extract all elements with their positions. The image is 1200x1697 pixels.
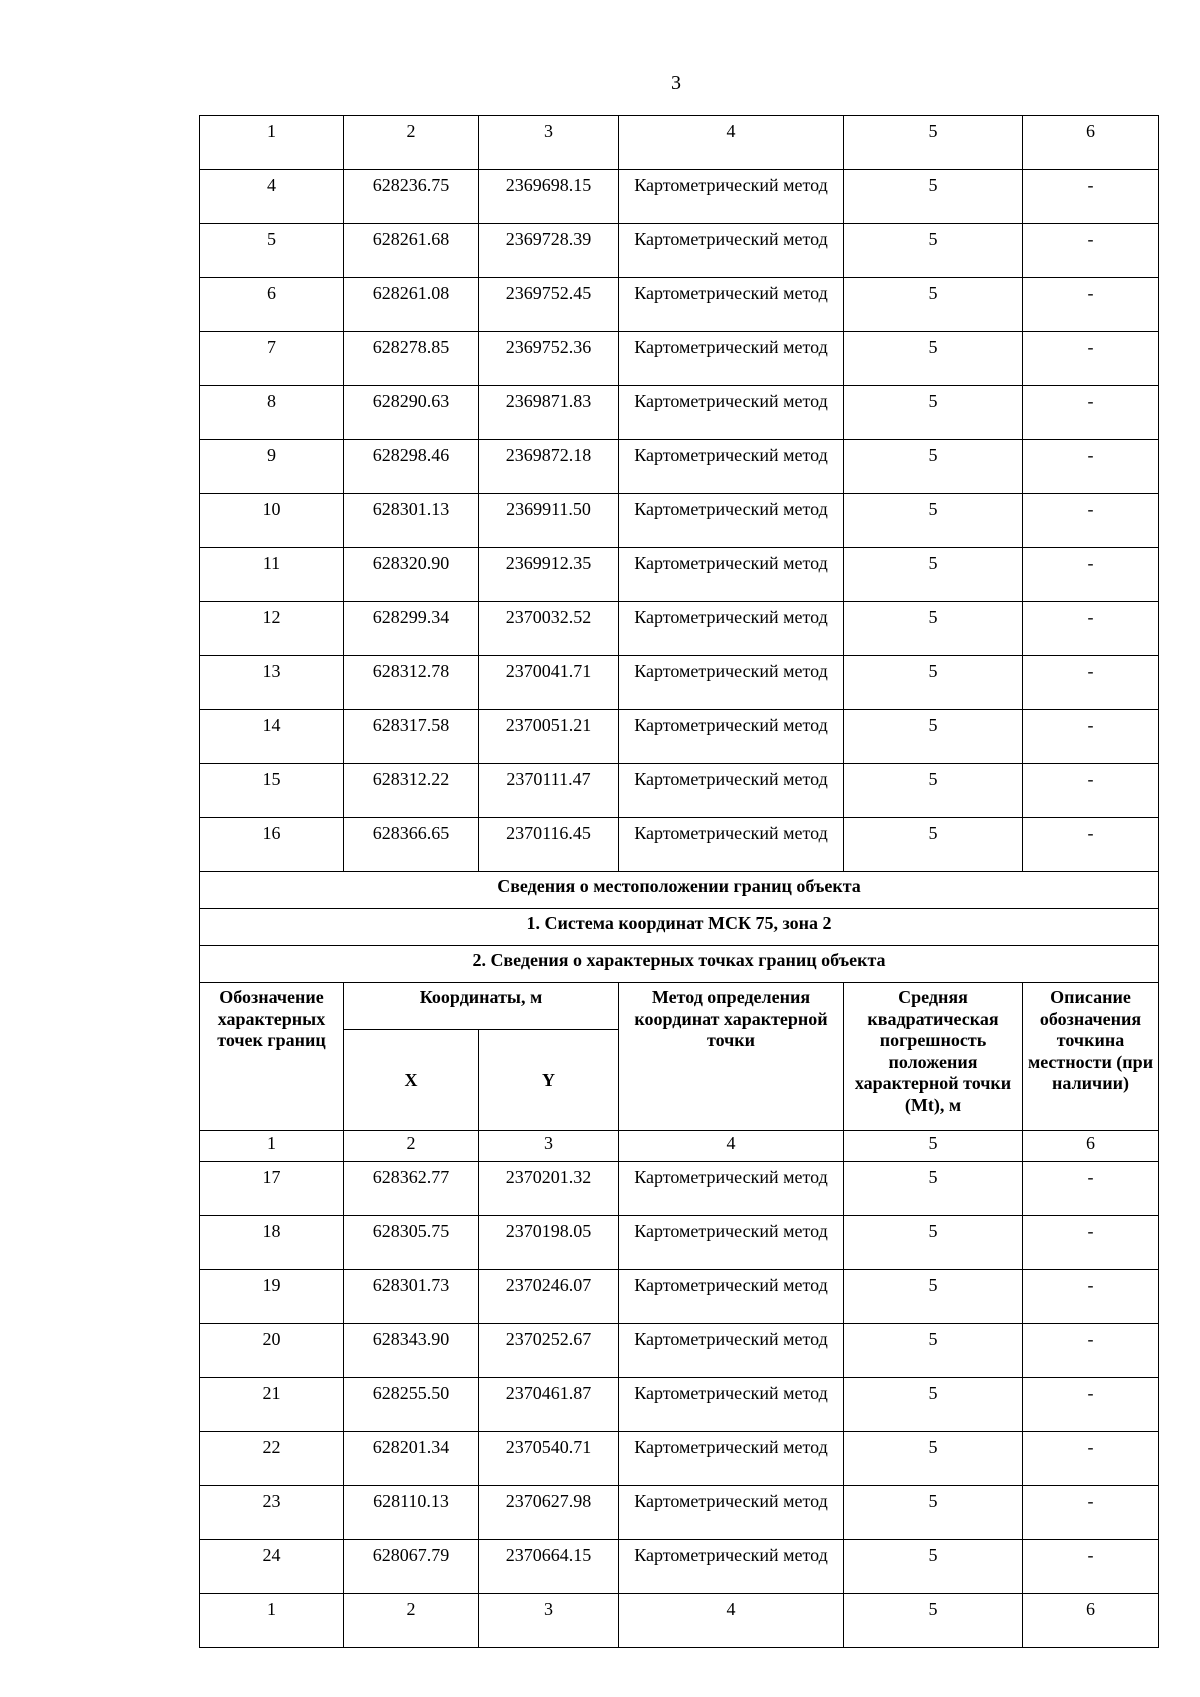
column-number: 1 [200, 1594, 344, 1648]
method-cell: Картометрический метод [619, 440, 844, 494]
table-row [200, 1486, 1159, 1540]
x-cell: 628298.46 [344, 440, 479, 494]
table-row [200, 602, 1159, 656]
x-cell: 628301.13 [344, 494, 479, 548]
accuracy-cell: 5 [844, 710, 1023, 764]
coordinate-system-title: 1. Система координат МСК 75, зона 2 [200, 909, 1159, 946]
point-cell: 18 [200, 1216, 344, 1270]
x-cell: 628110.13 [344, 1486, 479, 1540]
column-number: 5 [844, 116, 1023, 170]
description-cell: - [1023, 386, 1159, 440]
table-row [200, 170, 1159, 224]
column-number: 6 [1023, 1594, 1159, 1648]
x-cell: 628236.75 [344, 170, 479, 224]
method-cell: Картометрический метод [619, 1162, 844, 1216]
table-row [200, 1378, 1159, 1432]
point-cell: 24 [200, 1540, 344, 1594]
table-row [200, 548, 1159, 602]
header-point: Обозначение характерных точек границ [200, 983, 344, 1131]
y-cell: 2369698.15 [479, 170, 619, 224]
x-cell: 628366.65 [344, 818, 479, 872]
y-cell: 2370540.71 [479, 1432, 619, 1486]
point-cell: 17 [200, 1162, 344, 1216]
table-row [200, 710, 1159, 764]
point-cell: 20 [200, 1324, 344, 1378]
accuracy-cell: 5 [844, 1162, 1023, 1216]
y-cell: 2370627.98 [479, 1486, 619, 1540]
accuracy-cell: 5 [844, 602, 1023, 656]
method-cell: Картометрический метод [619, 1324, 844, 1378]
points-section-row [200, 946, 1159, 983]
y-cell: 2369912.35 [479, 548, 619, 602]
point-cell: 15 [200, 764, 344, 818]
column-number: 3 [479, 1594, 619, 1648]
table-row [200, 764, 1159, 818]
y-cell: 2369911.50 [479, 494, 619, 548]
method-cell: Картометрический метод [619, 1378, 844, 1432]
accuracy-cell: 5 [844, 224, 1023, 278]
column-number: 6 [1023, 1131, 1159, 1162]
description-cell: - [1023, 1432, 1159, 1486]
description-cell: - [1023, 440, 1159, 494]
point-cell: 12 [200, 602, 344, 656]
y-cell: 2369728.39 [479, 224, 619, 278]
method-cell: Картометрический метод [619, 1432, 844, 1486]
description-cell: - [1023, 548, 1159, 602]
column-number: 6 [1023, 116, 1159, 170]
y-cell: 2370111.47 [479, 764, 619, 818]
method-cell: Картометрический метод [619, 1486, 844, 1540]
method-cell: Картометрический метод [619, 494, 844, 548]
description-cell: - [1023, 764, 1159, 818]
y-cell: 2370201.32 [479, 1162, 619, 1216]
header-method: Метод определения координат характерной точки [619, 983, 844, 1131]
table-row [200, 278, 1159, 332]
section-title-row [200, 872, 1159, 909]
x-cell: 628290.63 [344, 386, 479, 440]
accuracy-cell: 5 [844, 1378, 1023, 1432]
x-cell: 628067.79 [344, 1540, 479, 1594]
header-x: X [344, 1030, 479, 1131]
table-row [200, 818, 1159, 872]
y-cell: 2370198.05 [479, 1216, 619, 1270]
y-cell: 2369872.18 [479, 440, 619, 494]
column-number: 1 [200, 116, 344, 170]
point-cell: 23 [200, 1486, 344, 1540]
column-number: 2 [344, 116, 479, 170]
section-title: Сведения о местоположении границ объекта [200, 872, 1159, 909]
y-cell: 2370664.15 [479, 1540, 619, 1594]
x-cell: 628320.90 [344, 548, 479, 602]
y-cell: 2369752.36 [479, 332, 619, 386]
x-cell: 628312.22 [344, 764, 479, 818]
column-number-row [200, 1131, 1159, 1162]
description-cell: - [1023, 818, 1159, 872]
table-row [200, 224, 1159, 278]
y-cell: 2370461.87 [479, 1378, 619, 1432]
point-cell: 4 [200, 170, 344, 224]
accuracy-cell: 5 [844, 818, 1023, 872]
accuracy-cell: 5 [844, 1216, 1023, 1270]
point-cell: 9 [200, 440, 344, 494]
x-cell: 628299.34 [344, 602, 479, 656]
accuracy-cell: 5 [844, 764, 1023, 818]
y-cell: 2370032.52 [479, 602, 619, 656]
accuracy-cell: 5 [844, 170, 1023, 224]
method-cell: Картометрический метод [619, 224, 844, 278]
column-number: 4 [619, 1594, 844, 1648]
page-number: 3 [671, 72, 681, 94]
method-cell: Картометрический метод [619, 278, 844, 332]
x-cell: 628261.08 [344, 278, 479, 332]
coordinate-system-row [200, 909, 1159, 946]
table-row [200, 332, 1159, 386]
x-cell: 628255.50 [344, 1378, 479, 1432]
point-cell: 16 [200, 818, 344, 872]
method-cell: Картометрический метод [619, 548, 844, 602]
method-cell: Картометрический метод [619, 602, 844, 656]
point-cell: 5 [200, 224, 344, 278]
accuracy-cell: 5 [844, 1324, 1023, 1378]
column-number: 5 [844, 1594, 1023, 1648]
header-accuracy: Средняя квадратическая погрешность положения характерной точки (Mt), м [844, 983, 1023, 1131]
accuracy-cell: 5 [844, 278, 1023, 332]
column-number: 2 [344, 1131, 479, 1162]
method-cell: Картометрический метод [619, 386, 844, 440]
point-cell: 10 [200, 494, 344, 548]
point-cell: 13 [200, 656, 344, 710]
description-cell: - [1023, 1378, 1159, 1432]
accuracy-cell: 5 [844, 332, 1023, 386]
accuracy-cell: 5 [844, 1432, 1023, 1486]
point-cell: 6 [200, 278, 344, 332]
column-number-row-bottom [200, 1594, 1159, 1648]
accuracy-cell: 5 [844, 1486, 1023, 1540]
coordinates-table [199, 115, 1159, 1648]
description-cell: - [1023, 170, 1159, 224]
table-row [200, 1324, 1159, 1378]
table-row [200, 1540, 1159, 1594]
table-row [200, 1216, 1159, 1270]
description-cell: - [1023, 224, 1159, 278]
point-cell: 14 [200, 710, 344, 764]
method-cell: Картометрический метод [619, 818, 844, 872]
method-cell: Картометрический метод [619, 710, 844, 764]
accuracy-cell: 5 [844, 440, 1023, 494]
y-cell: 2370041.71 [479, 656, 619, 710]
point-cell: 7 [200, 332, 344, 386]
y-cell: 2370252.67 [479, 1324, 619, 1378]
points-section-title: 2. Сведения о характерных точках границ объекта [200, 946, 1159, 983]
point-cell: 8 [200, 386, 344, 440]
point-cell: 11 [200, 548, 344, 602]
description-cell: - [1023, 278, 1159, 332]
header-description: Описание обозначения точкина местности (при наличии) [1023, 983, 1159, 1131]
table-row [200, 386, 1159, 440]
description-cell: - [1023, 1540, 1159, 1594]
description-cell: - [1023, 656, 1159, 710]
accuracy-cell: 5 [844, 494, 1023, 548]
method-cell: Картометрический метод [619, 1216, 844, 1270]
description-cell: - [1023, 602, 1159, 656]
table-row [200, 1432, 1159, 1486]
accuracy-cell: 5 [844, 1270, 1023, 1324]
column-number: 4 [619, 1131, 844, 1162]
header-row [200, 983, 1159, 1030]
y-cell: 2370116.45 [479, 818, 619, 872]
y-cell: 2369752.45 [479, 278, 619, 332]
x-cell: 628317.58 [344, 710, 479, 764]
y-cell: 2370246.07 [479, 1270, 619, 1324]
y-cell: 2369871.83 [479, 386, 619, 440]
table-row [200, 656, 1159, 710]
point-cell: 19 [200, 1270, 344, 1324]
description-cell: - [1023, 332, 1159, 386]
point-cell: 22 [200, 1432, 344, 1486]
method-cell: Картометрический метод [619, 1270, 844, 1324]
x-cell: 628312.78 [344, 656, 479, 710]
description-cell: - [1023, 494, 1159, 548]
method-cell: Картометрический метод [619, 170, 844, 224]
column-number: 3 [479, 116, 619, 170]
accuracy-cell: 5 [844, 656, 1023, 710]
x-cell: 628301.73 [344, 1270, 479, 1324]
column-number: 1 [200, 1131, 344, 1162]
x-cell: 628343.90 [344, 1324, 479, 1378]
accuracy-cell: 5 [844, 386, 1023, 440]
header-coordinates: Координаты, м [344, 983, 619, 1030]
method-cell: Картометрический метод [619, 1540, 844, 1594]
point-cell: 21 [200, 1378, 344, 1432]
table-row [200, 1162, 1159, 1216]
method-cell: Картометрический метод [619, 332, 844, 386]
accuracy-cell: 5 [844, 1540, 1023, 1594]
column-number: 3 [479, 1131, 619, 1162]
column-number: 2 [344, 1594, 479, 1648]
header-y: Y [479, 1030, 619, 1131]
table-row [200, 440, 1159, 494]
description-cell: - [1023, 710, 1159, 764]
description-cell: - [1023, 1486, 1159, 1540]
column-number: 5 [844, 1131, 1023, 1162]
description-cell: - [1023, 1270, 1159, 1324]
x-cell: 628305.75 [344, 1216, 479, 1270]
x-cell: 628261.68 [344, 224, 479, 278]
description-cell: - [1023, 1216, 1159, 1270]
x-cell: 628201.34 [344, 1432, 479, 1486]
y-cell: 2370051.21 [479, 710, 619, 764]
table-row [200, 494, 1159, 548]
column-number: 4 [619, 116, 844, 170]
method-cell: Картометрический метод [619, 656, 844, 710]
method-cell: Картометрический метод [619, 764, 844, 818]
column-number-row-top [200, 116, 1159, 170]
accuracy-cell: 5 [844, 548, 1023, 602]
x-cell: 628362.77 [344, 1162, 479, 1216]
x-cell: 628278.85 [344, 332, 479, 386]
description-cell: - [1023, 1324, 1159, 1378]
description-cell: - [1023, 1162, 1159, 1216]
table-row [200, 1270, 1159, 1324]
